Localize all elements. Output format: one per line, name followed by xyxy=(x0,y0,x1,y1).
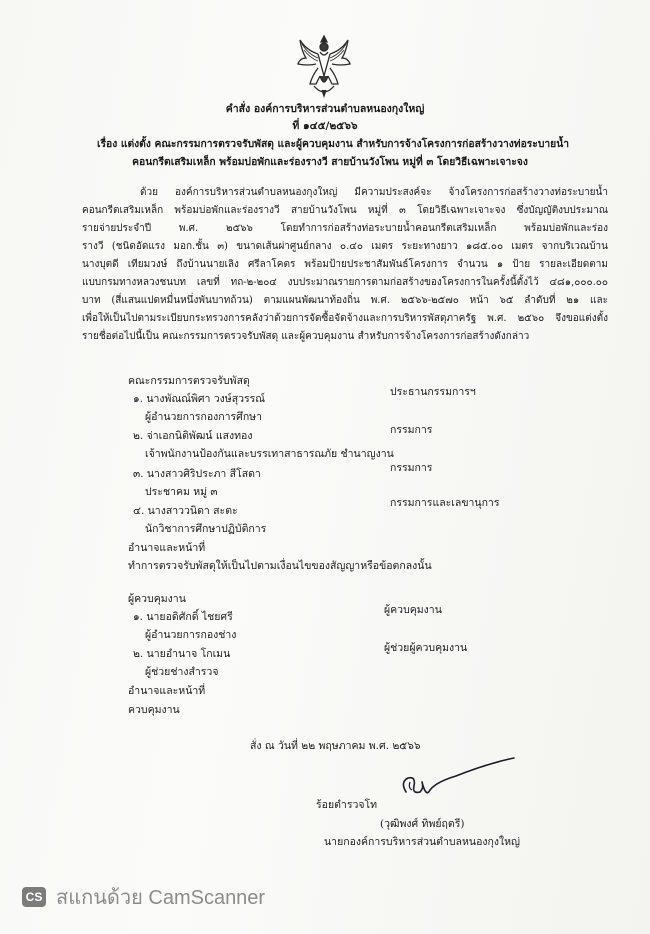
order-date: สั่ง ณ วันที่ ๒๒ พฤษภาคม พ.ศ. ๒๕๖๖ xyxy=(250,740,421,752)
member-name: ๓. นางสาวศิริประภา สีโสดา xyxy=(133,468,261,480)
garuda-emblem-icon xyxy=(296,32,352,98)
member-position: นักวิชาการศึกษาปฏิบัติการ xyxy=(145,523,267,535)
member-name: ๔. นางสาววนิดา สะตะ xyxy=(133,505,238,517)
member-name: ๒. จ่าเอกนิติพัฒน์ แสงทอง xyxy=(133,430,253,442)
duty-heading: อำนาจและหน้าที่ xyxy=(128,542,206,554)
committee-heading: คณะกรรมการตรวจรับพัสดุ xyxy=(128,375,250,387)
signer-rank: ร้อยตำรวจโท xyxy=(316,799,378,811)
member-role: กรรมการ xyxy=(390,462,433,474)
body-line: บาท (สี่แสนแปดหมื่นหนึ่งพันบาทถ้วน) ตามแผนพัฒนาท้องถิ่น พ.ศ. ๒๕๖๖-๒๕๗๐ หน้า ๖๕ ลำดับที่ ๒๑ และ xyxy=(82,295,608,306)
signer-title: นายกองค์การบริหารส่วนตำบลหนองกุงใหญ่ xyxy=(324,836,521,848)
subject-line-2: คอนกรีตเสริมเหล็ก พร้อมบ่อพักและร่องรางวี สายบ้านวังโพน หมู่ที่ ๓ โดยวิธีเฉพาะเจาะจง xyxy=(132,156,528,168)
duty-text: ทำการตรวจรับพัสดุให้เป็นไปตามเงื่อนไขของสัญญาหรือข้อตกลงนั้น xyxy=(128,560,432,572)
member-position: ประชาคม หมู่ ๓ xyxy=(145,486,218,498)
body-line: นางบุตดี เทียมวงษ์ ถึงบ้านนายเลิง ศรีลาโคตร พร้อมป้ายประชาสัมพันธ์โครงการ จำนวน ๑ ป้าย รายละเอียดตาม xyxy=(82,259,608,270)
subject-line-1: เรื่อง แต่งตั้ง คณะกรรมการตรวจรับพัสดุ และผู้ควบคุมงาน สำหรับการจ้างโครงการก่อสร้างวางท่อระบายน้ำ xyxy=(96,138,570,150)
member-role: กรรมการ xyxy=(390,424,433,436)
body-line: รางวี (ชนิดอัดแรง มอก.ชั้น ๓) ขนาดเส้นผ่าศูนย์กลาง ๐.๔๐ เมตร ระยะทางยาว ๑๘๕.๐๐ เมตร จากบริเวณบ้าน xyxy=(82,241,608,252)
member-role: ผู้ควบคุมงาน xyxy=(384,604,442,616)
member-role: ประธานกรรมการฯ xyxy=(390,386,476,398)
body-line: รายชื่อต่อไปนี้เป็น คณะกรรมการตรวจรับพัสดุ และผู้ควบคุมงาน สำหรับการจ้างโครงการก่อสร้างดังกล่าว xyxy=(82,331,530,342)
signature-icon xyxy=(396,752,526,812)
duty-text: ควบคุมงาน xyxy=(128,704,180,716)
body-line: รายจ่ายประจำปี พ.ศ. ๒๕๖๖ โดยทำการก่อสร้างท่อระบายน้ำคอนกรีตเสริมเหล็ก พร้อมบ่อพักและร่อง xyxy=(82,223,608,234)
body-line: เพื่อให้เป็นไปตามระเบียบกระทรวงการคลังว่าด้วยการจัดซื้อจัดจ้างและการบริหารพัสดุภาครัฐ พ.ศ. ๒๕๖๐ จึงขอแต่งตั้ง xyxy=(82,313,608,324)
member-position: ผู้อำนวยการกองการศึกษา xyxy=(145,411,262,423)
body-line: คอนกรีตเสริมเหล็ก พร้อมบ่อพักและร่องรางวี สายบ้านวังโพน หมู่ที่ ๓ โดยวิธีเฉพาะเจาะจง ซึ่งบัญญัติงบประมาณ xyxy=(82,205,608,216)
signer-name: (วุฒิพงศ์ ทิพย์ฤตรี) xyxy=(380,818,465,830)
order-title: คำสั่ง องค์การบริหารส่วนตำบลหนองกุงใหญ่ xyxy=(225,103,425,115)
body-line: แบบกรมทางหลวงชนบท เลขที่ ทถ-๒-๒๐๔ งบประมาณรายการตามก่อสร้างของโครงการในครั้งนี้ตั้งไว้ ๔๘๑,๐๐๐.๐๐ xyxy=(82,277,608,288)
member-name: ๑. นายอดิศักดิ์ ไชยศรี xyxy=(133,611,233,623)
body-line: ด้วย องค์การบริหารส่วนตำบลหนองกุงใหญ่ มีความประสงค์จะ จ้างโครงการก่อสร้างวางท่อระบายน้ำ xyxy=(140,187,608,198)
member-position: เจ้าพนักงานป้องกันและบรรเทาสาธารณภัย ชำนาญงาน xyxy=(145,448,394,460)
member-role: ผู้ช่วยผู้ควบคุมงาน xyxy=(384,642,468,654)
member-position: ผู้ช่วยช่างสำรวจ xyxy=(145,666,219,678)
member-role: กรรมการและเลขานุการ xyxy=(390,497,500,509)
duty-heading: อำนาจและหน้าที่ xyxy=(128,685,206,697)
camscanner-watermark xyxy=(22,884,265,910)
camscanner-logo-icon: CS xyxy=(22,887,46,907)
order-number: ที่ ๑๔๕/๒๕๖๖ xyxy=(292,120,358,132)
watermark-text: สแกนด้วย CamScanner xyxy=(56,887,266,909)
supervisor-heading: ผู้ควบคุมงาน xyxy=(128,593,186,605)
member-name: ๒. นายอำนาจ โกเมน xyxy=(133,648,231,660)
member-position: ผู้อำนวยการกองช่าง xyxy=(145,629,237,641)
member-name: ๑. นางพัณณ์พิศา วงษ์สุวรรณ์ xyxy=(133,393,266,405)
